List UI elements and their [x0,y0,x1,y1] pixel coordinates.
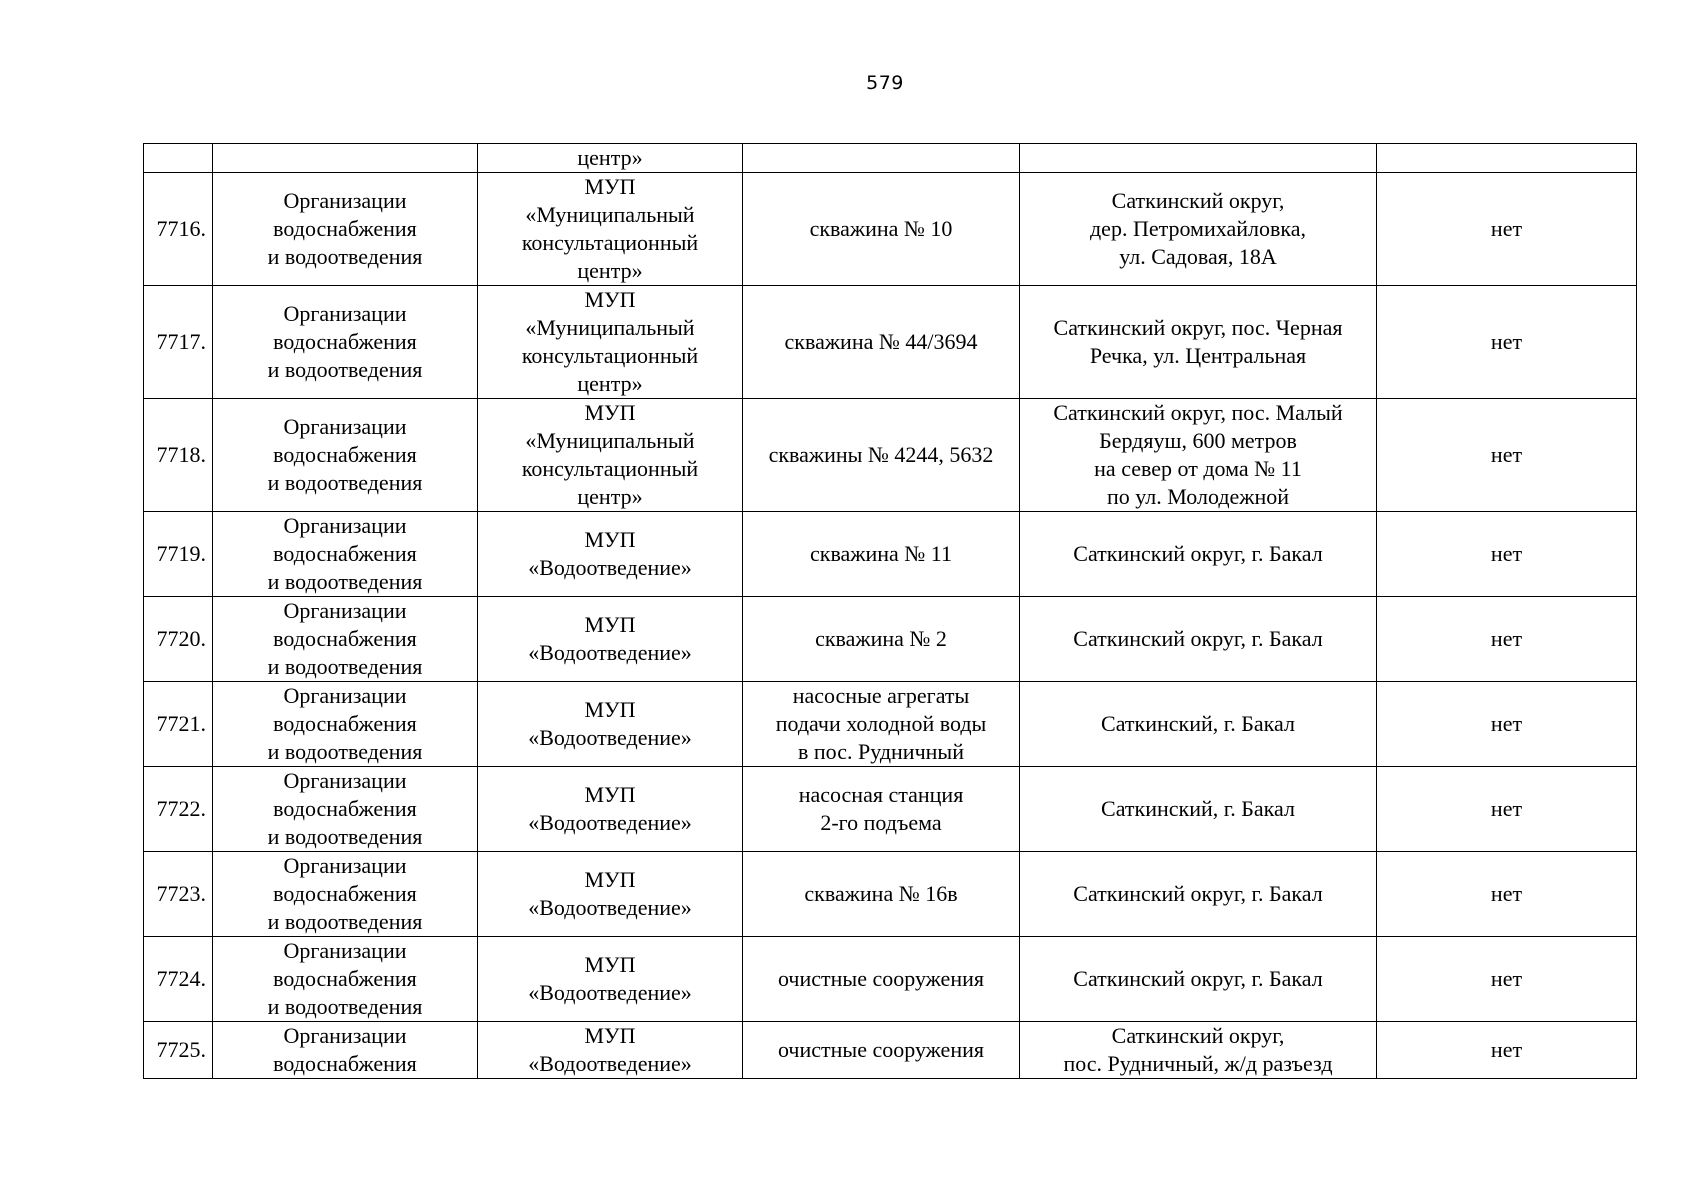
cell-address: Саткинский округ, г. Бакал [1020,937,1377,1022]
cell-status: нет [1377,937,1637,1022]
cell-status: нет [1377,286,1637,399]
table-row [144,852,1637,937]
cell-organization: МУП «Водоотведение» [478,512,743,597]
table-row [144,597,1637,682]
cell-organization: МУП «Водоотведение» [478,852,743,937]
cell-status: нет [1377,173,1637,286]
cell-number: 7717. [144,286,213,399]
cell-address: Саткинский округ, пос. Малый Бердяуш, 600 метров на север от дома № 11 по ул. Молодежной [1020,399,1377,512]
registry-table [143,143,1637,1079]
cell-object: скважина № 11 [743,512,1020,597]
cell-address: Саткинский, г. Бакал [1020,682,1377,767]
cell-address [1020,144,1377,173]
cell-object: скважина № 10 [743,173,1020,286]
cell-object: скважина № 2 [743,597,1020,682]
cell-address: Саткинский округ, г. Бакал [1020,597,1377,682]
table-row [144,682,1637,767]
cell-organization: МУП «Муниципальный консультационный центр» [478,399,743,512]
cell-category: Организации водоснабжения и водоотведения [213,937,478,1022]
cell-address: Саткинский, г. Бакал [1020,767,1377,852]
cell-status: нет [1377,767,1637,852]
table-row [144,173,1637,286]
cell-object: скважина № 44/3694 [743,286,1020,399]
cell-number: 7720. [144,597,213,682]
cell-organization: центр» [478,144,743,173]
cell-address: Саткинский округ, дер. Петромихайловка, ул. Садовая, 18А [1020,173,1377,286]
cell-category: Организации водоснабжения и водоотведения [213,682,478,767]
table-row [144,286,1637,399]
cell-number: 7723. [144,852,213,937]
cell-object [743,144,1020,173]
cell-organization: МУП «Водоотведение» [478,1022,743,1079]
cell-number: 7719. [144,512,213,597]
cell-category: Организации водоснабжения и водоотведения [213,512,478,597]
cell-category: Организации водоснабжения и водоотведения [213,852,478,937]
cell-address: Саткинский округ, пос. Рудничный, ж/д разъезд [1020,1022,1377,1079]
table-row [144,767,1637,852]
cell-address: Саткинский округ, пос. Черная Речка, ул. Центральная [1020,286,1377,399]
cell-organization: МУП «Муниципальный консультационный центр» [478,286,743,399]
cell-object: очистные сооружения [743,1022,1020,1079]
cell-status: нет [1377,597,1637,682]
cell-number: 7724. [144,937,213,1022]
cell-status: нет [1377,399,1637,512]
cell-category: Организации водоснабжения и водоотведения [213,597,478,682]
cell-organization: МУП «Муниципальный консультационный центр» [478,173,743,286]
table-row-continuation [144,144,1637,173]
cell-organization: МУП «Водоотведение» [478,767,743,852]
cell-address: Саткинский округ, г. Бакал [1020,512,1377,597]
cell-number: 7725. [144,1022,213,1079]
cell-object: скважина № 16в [743,852,1020,937]
cell-status: нет [1377,512,1637,597]
cell-category: Организации водоснабжения и водоотведения [213,173,478,286]
cell-number: 7716. [144,173,213,286]
page-number: 579 [866,72,904,94]
cell-organization: МУП «Водоотведение» [478,597,743,682]
table-row [144,937,1637,1022]
cell-organization: МУП «Водоотведение» [478,937,743,1022]
cell-number: 7722. [144,767,213,852]
table-row [144,399,1637,512]
cell-status: нет [1377,852,1637,937]
table-row [144,1022,1637,1079]
cell-object: насосные агрегаты подачи холодной воды в пос. Рудничный [743,682,1020,767]
cell-object: насосная станция 2-го подъема [743,767,1020,852]
cell-object: очистные сооружения [743,937,1020,1022]
cell-category: Организации водоснабжения [213,1022,478,1079]
table-row [144,512,1637,597]
cell-number: 7718. [144,399,213,512]
cell-category: Организации водоснабжения и водоотведения [213,286,478,399]
cell-status [1377,144,1637,173]
cell-address: Саткинский округ, г. Бакал [1020,852,1377,937]
cell-object: скважины № 4244, 5632 [743,399,1020,512]
cell-status: нет [1377,682,1637,767]
cell-category: Организации водоснабжения и водоотведения [213,767,478,852]
cell-category [213,144,478,173]
cell-number [144,144,213,173]
cell-organization: МУП «Водоотведение» [478,682,743,767]
cell-number: 7721. [144,682,213,767]
cell-category: Организации водоснабжения и водоотведения [213,399,478,512]
cell-status: нет [1377,1022,1637,1079]
